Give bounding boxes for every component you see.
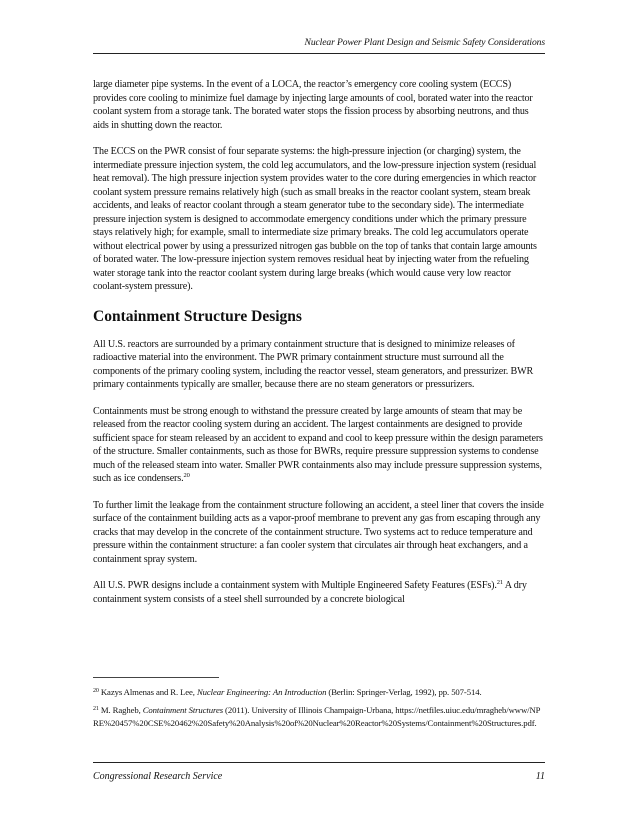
paragraph-5: To further limit the leakage from the containment structure following an accident, a steel liner that covers the inside surface of the containment building acts as a vapor-proof membrane to prevent any gas from escaping through any cracks that may develop in the concrete of the containment structure. Two systems act to reduce temperature and pressure within the containment structure: a fan cooler system that circulates air through heat exchangers, and a containment spray system. [93, 499, 544, 565]
footnote-ref-21[interactable]: 21 [496, 579, 503, 586]
footnote-21-doc-title: Containment Structures [142, 705, 223, 716]
body-text [93, 78, 545, 619]
footer-publisher: Congressional Research Service [93, 771, 223, 782]
footnote-20 [93, 686, 545, 698]
footnote-ref-20[interactable]: 20 [183, 472, 190, 479]
paragraph-6-text-b: A dry containment system consists of a steel shell surrounded by a concrete biological [93, 580, 527, 605]
header-rule [93, 53, 545, 54]
paragraph-6 [93, 579, 545, 606]
footnotes [93, 686, 545, 735]
footnote-rule [93, 677, 219, 678]
paragraph-4 [93, 405, 545, 486]
paragraph-2: The ECCS on the PWR consist of four separate systems: the high-pressure injection (or charging) system, the intermediate pressure injection system, the cold leg accumulators, and the low-pressure injection system (residual heat removal). The high pressure injection system provides water to the core during emergencies in which reactor coolant system pressure remains relatively high (such as small breaks in the reactor coolant system, steam break accidents, and leaks of reactor coolant through a steam generator tube to the secondary side). The intermediate pressure injection system is designed to accommodate emergency conditions under which the primary pressure stays relatively high; for example, small to intermediate size primary breaks. The cold leg accumulators operate without electrical power by using a pressurized nitrogen gas bubble on the top of tanks that contain large amounts of borated water. The low-pressure injection system removes residual heat by injecting water from the refueling water storage tank into the reactor coolant system during large breaks (which would cause very low reactor coolant-system pressure). [93, 146, 537, 292]
footnote-20-text-a: Kazys Almenas and R. Lee, [98, 687, 197, 697]
footer-rule [93, 762, 545, 763]
footnote-21-text-a: M. Ragheb, [98, 705, 143, 716]
paragraph-1: large diameter pipe systems. In the event of a LOCA, the reactor’s emergency core cooling system (ECCS) provides core cooling to minimize fuel damage by injecting large amounts of cool, borated water into the reactor coolant system from a storage tank. The borated water stops the fission process by absorbing neutrons, and thus aids in shutting down the reactor. [93, 79, 533, 131]
paragraph-4-text: Containments must be strong enough to withstand the pressure created by large amounts of steam that may be released from the reactor cooling system during an accident. The largest containments are designed to provide sufficient space for steam released by an accident to expand and cool to keep pressure within the design parameters of the structure. Smaller containments, such as those for BWRs, require pressure suppression systems to condense much of the released steam into water. Smaller PWR containments also may include pressure suppression systems, such as ice condensers. [93, 405, 543, 484]
section-heading: Containment Structure Designs [93, 307, 302, 325]
paragraph-6-text-a: All U.S. PWR designs include a containment system with Multiple Engineered Safety Features (ESFs). [93, 580, 497, 591]
footnote-21 [93, 704, 545, 729]
footnote-20-text-b: (Berlin: Springer-Verlag, 1992), pp. 507-514. [326, 687, 482, 697]
running-header: Nuclear Power Plant Design and Seismic Safety Considerations [304, 37, 545, 48]
page-number: 11 [535, 771, 545, 782]
paragraph-3: All U.S. reactors are surrounded by a primary containment structure that is designed to minimize releases of radioactive material into the environment. The PWR primary containment structure must surround all the components of the primary cooling system, including the reactor vessel, steam generators, and pressurizer. BWR primary containments typically are smaller, because there are no steam generators or pressurizers. [93, 338, 534, 390]
footnote-20-number: 20 [93, 688, 99, 694]
footnote-21-number: 21 [93, 706, 99, 713]
footnote-20-book-title: Nuclear Engineering: An Introduction [196, 687, 327, 697]
footnote-21-text-b[interactable]: (2011). University of Illinois Champaign-Urbana, https://netfiles.uiuc.edu/mragheb/www/NPRE%20457%20CSE%20462%20Safety%20Analysis%20of%20Nuclear%20Reactor%20Systems/Containment%20Structures.pdf. [93, 705, 541, 728]
